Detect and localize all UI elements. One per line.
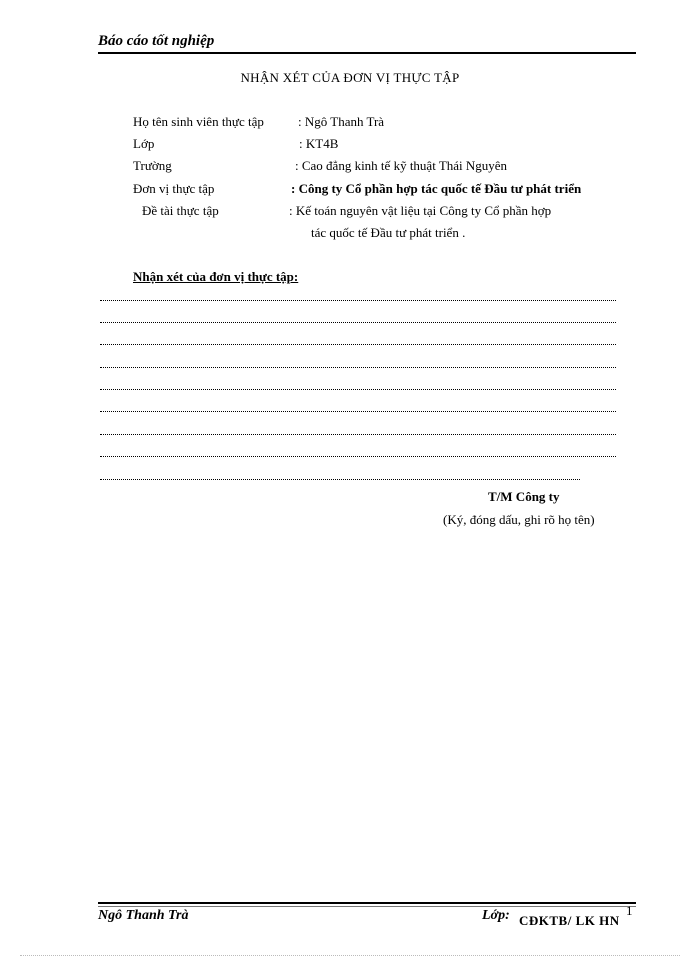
comment-line (100, 479, 580, 480)
school-label: Trường (133, 158, 172, 173)
comment-line (100, 389, 616, 390)
internship-unit-value: : Công ty Cổ phần hợp tác quốc tế Đầu tư phát triển (291, 181, 582, 196)
comment-line (100, 344, 616, 345)
signature-note: (Ký, đóng dấu, ghi rõ họ tên) (443, 512, 595, 527)
comment-line (100, 411, 616, 412)
header-divider (98, 52, 636, 54)
header-title: Báo cáo tốt nghiệp (98, 33, 215, 49)
signature-title: T/M Công ty (488, 489, 560, 504)
comment-line (100, 367, 616, 368)
footer-divider (98, 902, 636, 904)
comment-line (100, 434, 616, 435)
topic-value-line2: tác quốc tế Đầu tư phát triển . (311, 225, 466, 240)
document-title: NHẬN XÉT CỦA ĐƠN VỊ THỰC TẬP (240, 70, 460, 85)
comment-line (100, 456, 616, 457)
comment-line (100, 300, 616, 301)
comment-line (100, 322, 616, 323)
student-name-label: Họ tên sinh viên thực tập (133, 114, 264, 129)
student-name-value: : Ngô Thanh Trà (298, 114, 385, 129)
class-label: Lớp (133, 136, 155, 151)
class-value: : KT4B (299, 136, 339, 151)
footer-class-value: CĐKTB/ LK HN (519, 913, 620, 928)
comments-heading: Nhận xét của đơn vị thực tập: (133, 269, 299, 284)
footer-author-name: Ngô Thanh Trà (98, 908, 189, 923)
topic-value-line1: : Kế toán nguyên vật liệu tại Công ty Cổ phần hợp (289, 203, 552, 218)
internship-unit-label: Đơn vị thực tập (133, 181, 215, 196)
footer-class-label: Lớp: (482, 908, 510, 923)
page-break-line (20, 955, 680, 956)
school-value: : Cao đẳng kinh tế kỹ thuật Thái Nguyên (295, 158, 508, 173)
footer-divider-thin (98, 906, 636, 907)
page-number: 1 (626, 903, 633, 918)
topic-label: Đề tài thực tập (142, 203, 219, 218)
